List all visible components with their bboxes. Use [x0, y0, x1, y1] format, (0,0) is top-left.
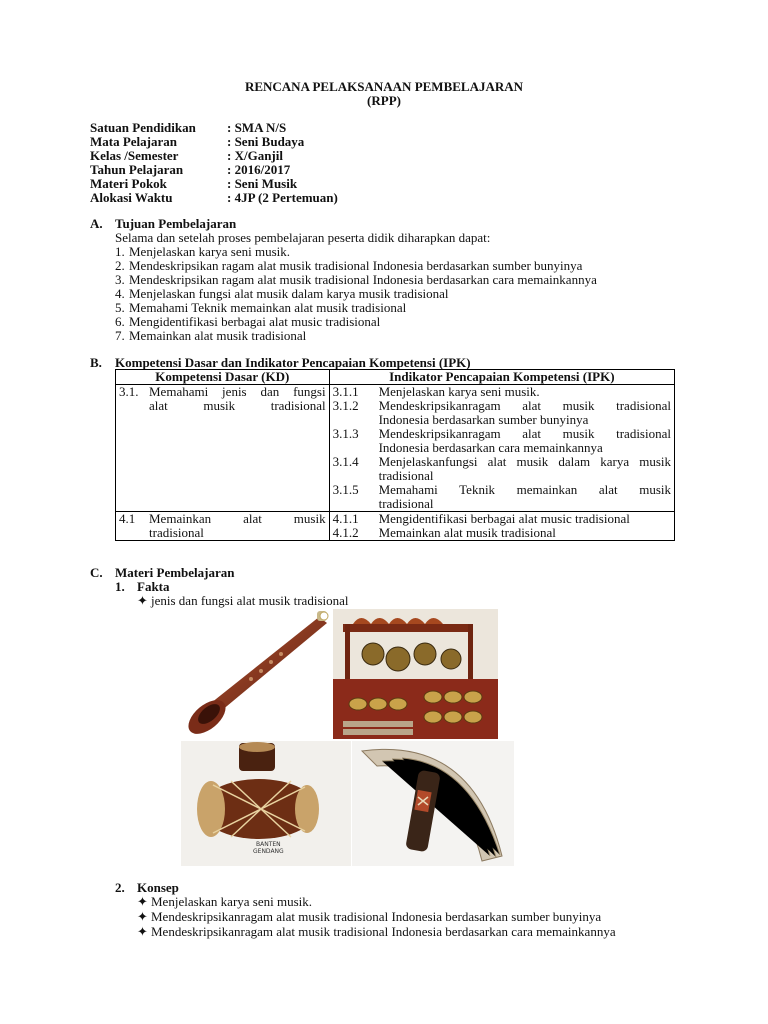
document-subtitle: (RPP)	[367, 93, 401, 108]
kd-cell: 3.1. Memahami jenis dan fungsi alat musik tradisional	[116, 385, 330, 512]
konsep-list	[137, 894, 616, 939]
star-bullet-icon: ✦	[137, 894, 148, 909]
list-item: 1. Menjelaskan karya seni musik.	[115, 244, 291, 259]
info-row: Mata Pelajaran : Seni Budaya	[90, 134, 305, 149]
document-title: RENCANA PELAKSANAAN PEMBELAJARAN	[244, 79, 524, 94]
section-c-heading: C. Materi Pembelajaran	[90, 565, 235, 580]
list-item: ✦ jenis dan fungsi alat musik tradisional	[137, 593, 349, 608]
star-bullet-icon: ✦	[137, 924, 148, 939]
info-row: Satuan Pendidikan : SMA N/S	[90, 120, 287, 135]
info-row: Kelas /Semester : X/Ganjil	[90, 148, 283, 163]
list-item: ✦ Mendeskripsikanragam alat musik tradisional Indonesia berdasarkan sumber bunyinya	[137, 909, 602, 924]
table-row	[116, 385, 675, 512]
table-row	[116, 512, 675, 541]
ipk-cell	[329, 385, 674, 512]
objectives-intro: Selama dan setelah proses pembelajaran peserta didik diharapkan dapat:	[115, 230, 491, 245]
fakta-heading: 1. Fakta	[115, 579, 170, 594]
photo-caption: BANTEN GENDANG	[253, 841, 284, 855]
star-bullet-icon: ✦	[137, 909, 148, 924]
gamelan-photo	[333, 609, 498, 739]
list-item: 3. Mendeskripsikan ragam alat musik tradisional Indonesia berdasarkan cara memainkannya	[115, 272, 597, 287]
info-row: Materi Pokok : Seni Musik	[90, 176, 298, 191]
indicator-item: 3.1.2 Mendeskripsikanragam alat musik tradisional Indonesia berdasarkan sumber bunyinya	[332, 398, 671, 427]
konsep-heading: 2. Konsep	[115, 880, 179, 895]
suling-flute-photo	[181, 609, 331, 739]
star-bullet-icon: ✦	[137, 593, 148, 608]
indicator-item: 3.1.4 Menjelaskanfungsi alat musik dalam karya musik tradisional	[332, 454, 671, 483]
indicator-item: 3.1.3 Mendeskripsikanragam alat musik tradisional Indonesia berdasarkan cara memainkannya	[332, 426, 671, 455]
list-item: 4. Menjelaskan fungsi alat musik dalam karya musik tradisional	[115, 286, 449, 301]
table-header-row	[116, 370, 675, 385]
column-header-kd: Kompetensi Dasar (KD)	[116, 370, 330, 385]
info-row: Alokasi Waktu : 4JP (2 Pertemuan)	[90, 190, 338, 205]
indicator-item: 3.1.5 Memahami Teknik memainkan alat musik tradisional	[332, 482, 671, 511]
list-item: 2. Mendeskripsikan ragam alat musik tradisional Indonesia berdasarkan sumber bunyinya	[115, 258, 583, 273]
list-item: ✦ Menjelaskan karya seni musik.	[137, 894, 313, 909]
list-item: 6. Mengidentifikasi berbagai alat music tradisional	[115, 314, 381, 329]
list-item: ✦ Mendeskripsikanragam alat musik tradisional Indonesia berdasarkan cara memainkannya	[137, 924, 616, 939]
info-row: Tahun Pelajaran : 2016/2017	[90, 162, 291, 177]
competency-table	[115, 369, 675, 541]
identity-block	[90, 121, 338, 205]
sasando-photo	[352, 741, 514, 866]
kd-cell: 4.1 Memainkan alat musik tradisional	[116, 512, 330, 541]
section-a-heading: A. Tujuan Pembelajaran	[90, 216, 237, 231]
gendang-drum-photo	[181, 741, 351, 866]
column-header-ipk: Indikator Pencapaian Kompetensi (IPK)	[329, 370, 674, 385]
objectives-list	[115, 231, 597, 343]
indicator-item: 4.1.2 Memainkan alat musik tradisional	[332, 525, 556, 540]
indicator-item: 4.1.1 Mengidentifikasi berbagai alat music tradisional	[332, 511, 630, 526]
section-b-heading: B. Kompetensi Dasar dan Indikator Pencapaian Kompetensi (IPK)	[90, 355, 471, 370]
indicator-item: 3.1.1 Menjelaskan karya seni musik.	[332, 384, 540, 399]
list-item: 7. Memainkan alat musik tradisional	[115, 328, 307, 343]
ipk-cell	[329, 512, 674, 541]
list-item: 5. Memahami Teknik memainkan alat musik tradisional	[115, 300, 407, 315]
